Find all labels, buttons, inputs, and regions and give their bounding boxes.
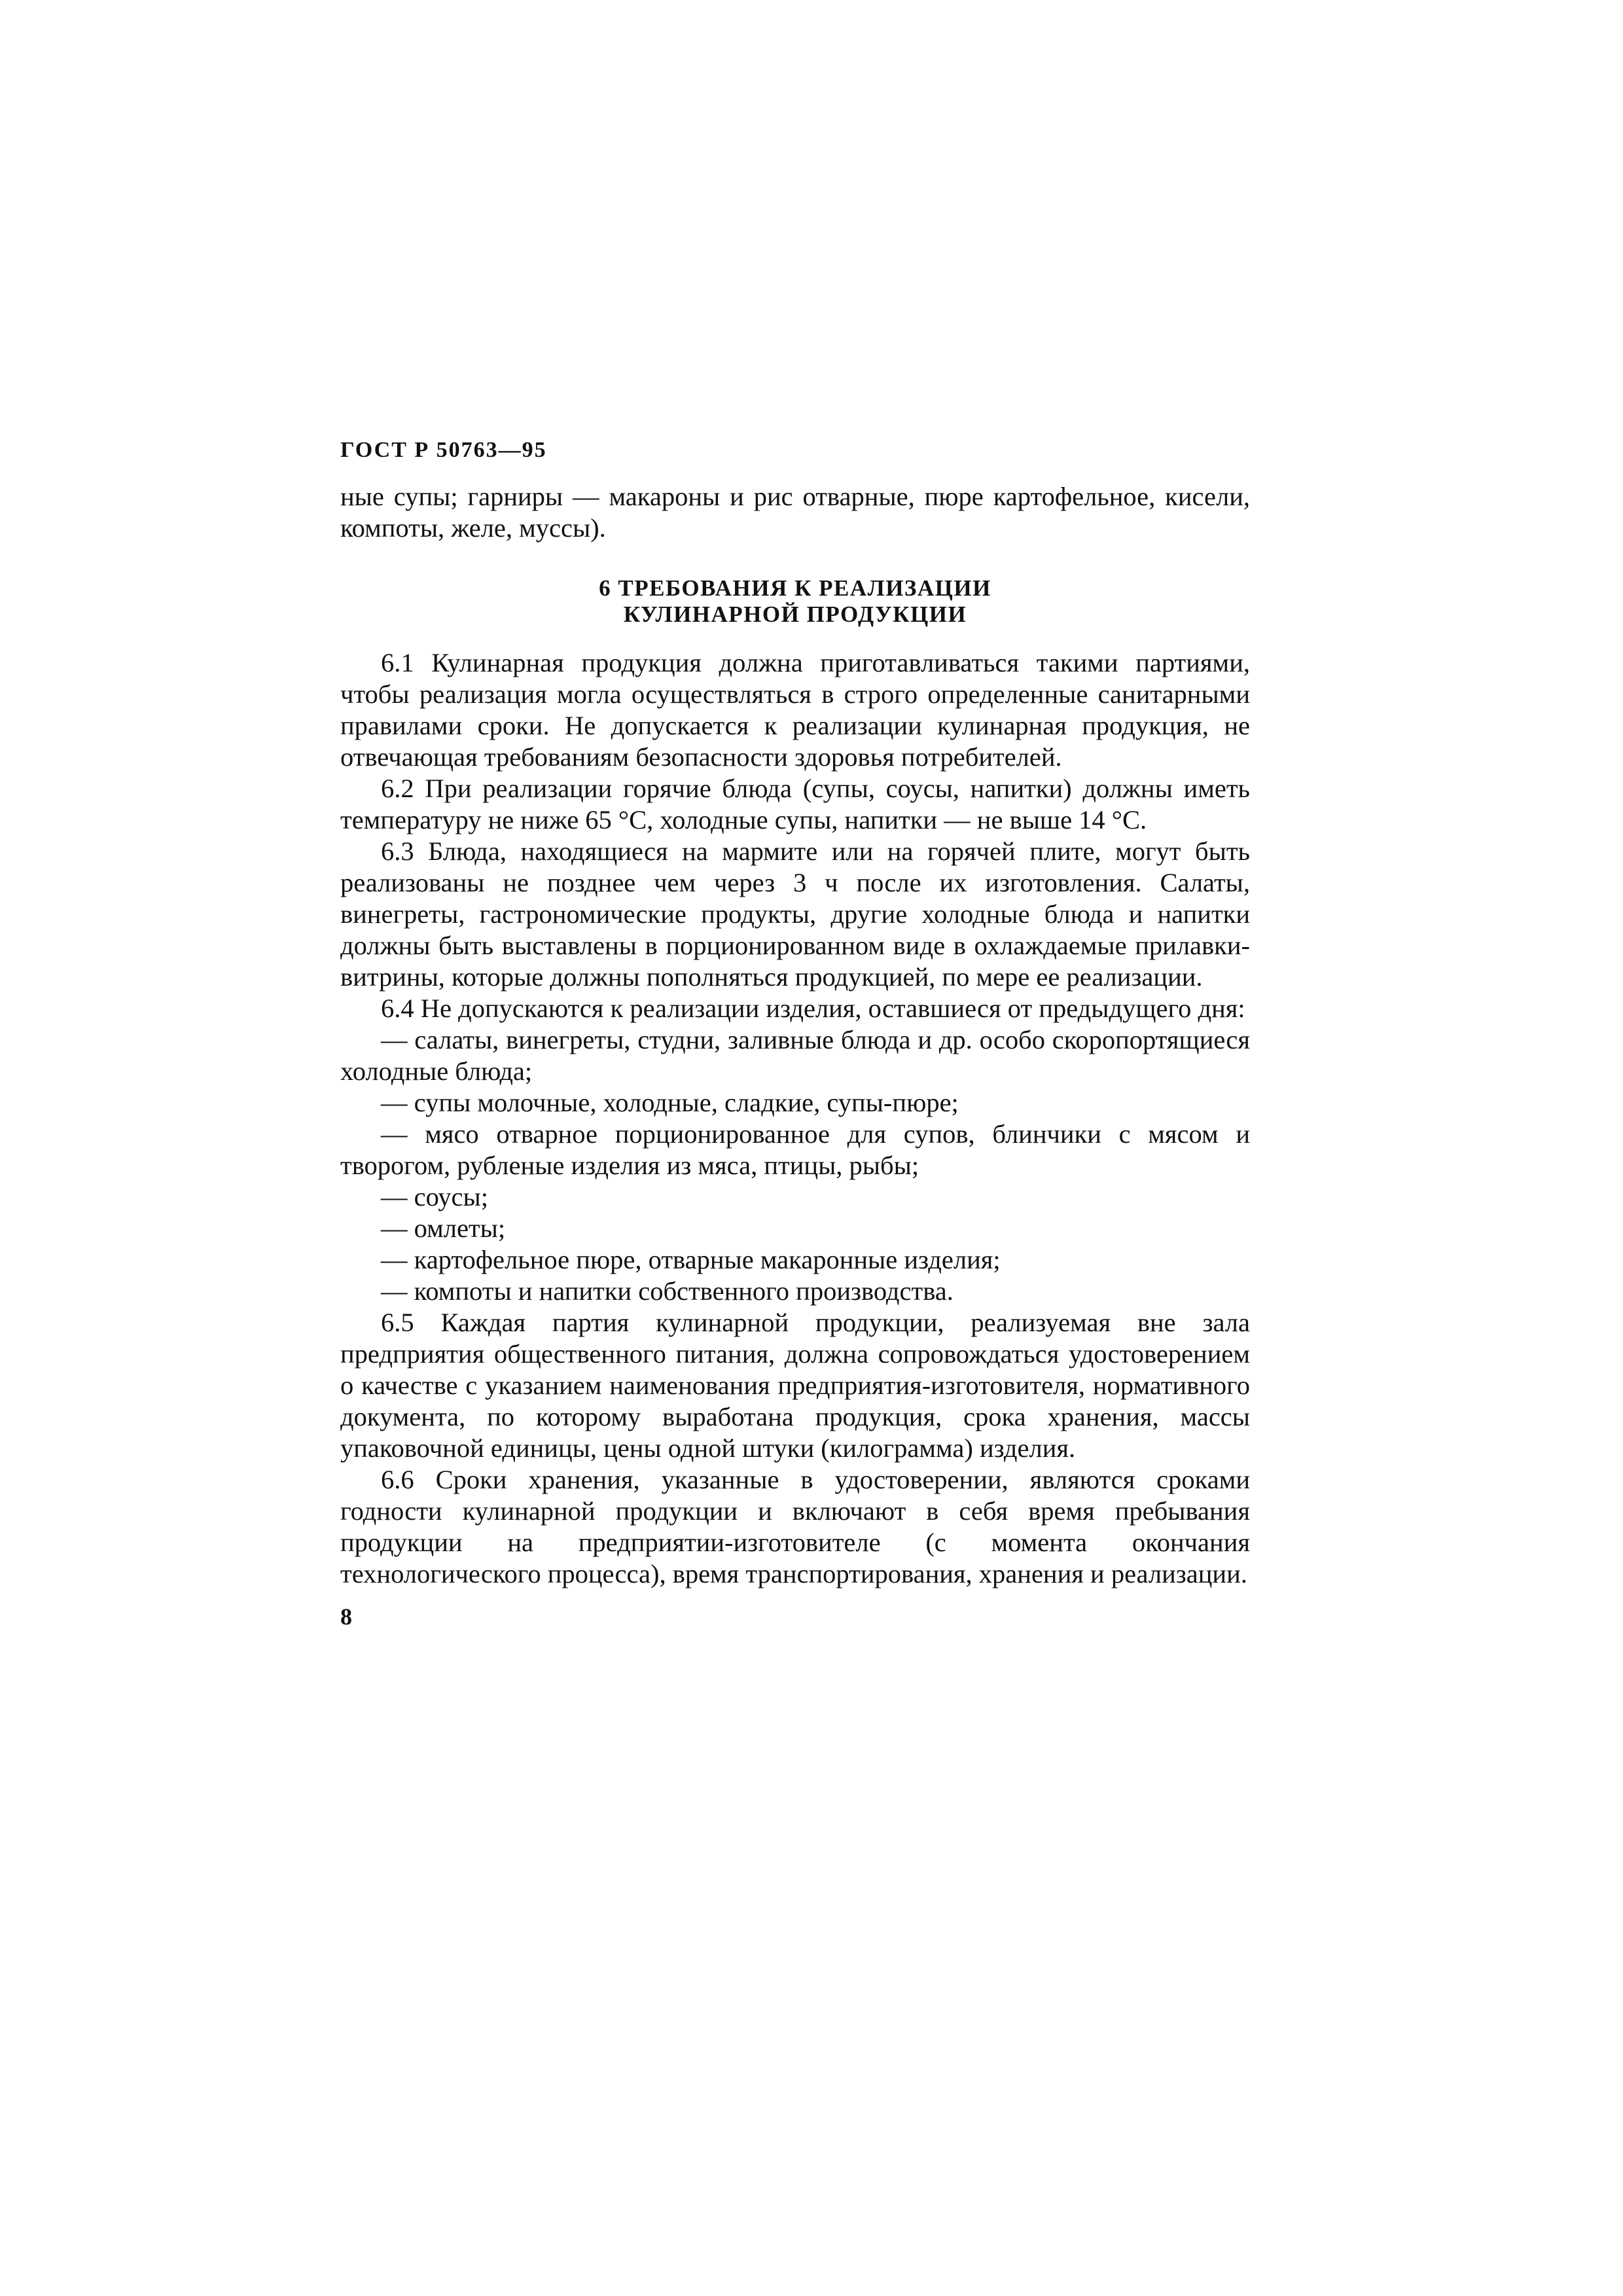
page-number: 8 xyxy=(340,1603,352,1630)
paragraph-6-2: 6.2 При реализации горячие блюда (супы, соусы, напитки) должны иметь температуру не ниже 65 °С, холодные супы, напитки — не выше 14 °С. xyxy=(340,773,1250,834)
list-item: — супы молочные, холодные, сладкие, супы-пюре; xyxy=(381,1087,959,1117)
section-heading xyxy=(340,575,1250,628)
document-page xyxy=(340,437,1250,1631)
list-item: — омлеты; xyxy=(381,1213,506,1243)
list-item: — соусы; xyxy=(381,1181,488,1211)
list-item: — мясо отварное порционированное для супов, блинчики с мясом и творогом, рубленые изделия из мяса, птицы, рыбы; xyxy=(340,1119,1250,1180)
paragraph-6-5: 6.5 Каждая партия кулинарной продукции, реализуемая вне зала предприятия общественного питания, должна сопровождаться удостоверением о качестве с указанием наименования предприятия-изготовителя, нормативного документа, по которому выработана продукция, срока хранения, массы упаковочной единицы, цены одной штуки (килограмма) изделия. xyxy=(340,1307,1250,1463)
paragraph-6-4-list xyxy=(340,1024,1250,1307)
section-heading-line-1: 6 ТРЕБОВАНИЯ К РЕАЛИЗАЦИИ xyxy=(599,575,991,601)
intro-text: ные супы; гарниры — макароны и рис отварные, пюре картофельное, кисели, компоты, желе, муссы). xyxy=(340,481,1250,543)
list-item: — картофельное пюре, отварные макаронные изделия; xyxy=(381,1244,1001,1274)
section-heading-line-2: КУЛИНАРНОЙ ПРОДУКЦИИ xyxy=(623,601,967,627)
document-code: ГОСТ Р 50763—95 xyxy=(340,438,547,462)
list-item: — салаты, винегреты, студни, заливные блюда и др. особо скоропортящиеся холодные блюда; xyxy=(340,1024,1250,1086)
paragraph-6-1: 6.1 Кулинарная продукция должна приготавливаться такими партиями, чтобы реализация могла осуществляться в строго определенные санитарными правилами сроки. Не допускается к реализации кулинарная продукция, не отвечающая требованиям безопасности здоровья потребителей. xyxy=(340,647,1250,772)
paragraph-6-6: 6.6 Сроки хранения, указанные в удостоверении, являются сроками годности кулинарной продукции и включают в себя время пребывания продукции на предприятии-изготовителе (с момента окончания технологического процесса), время транспортирования, хранения и реализации. xyxy=(340,1464,1250,1588)
paragraph-6-3: 6.3 Блюда, находящиеся на мармите или на горячей плите, могут быть реализованы не позднее чем через 3 ч после их изготовления. Салаты, винегреты, гастрономические продукты, другие холодные блюда и напитки должны быть выставлены в порционированном виде в охлаждаемые прилавки-витрины, которые должны пополняться продукцией, по мере ее реализации. xyxy=(340,836,1250,992)
paragraph-6-4: 6.4 Не допускаются к реализации изделия, оставшиеся от предыдущего дня: xyxy=(381,993,1245,1023)
list-item: — компоты и напитки собственного производства. xyxy=(381,1276,954,1306)
